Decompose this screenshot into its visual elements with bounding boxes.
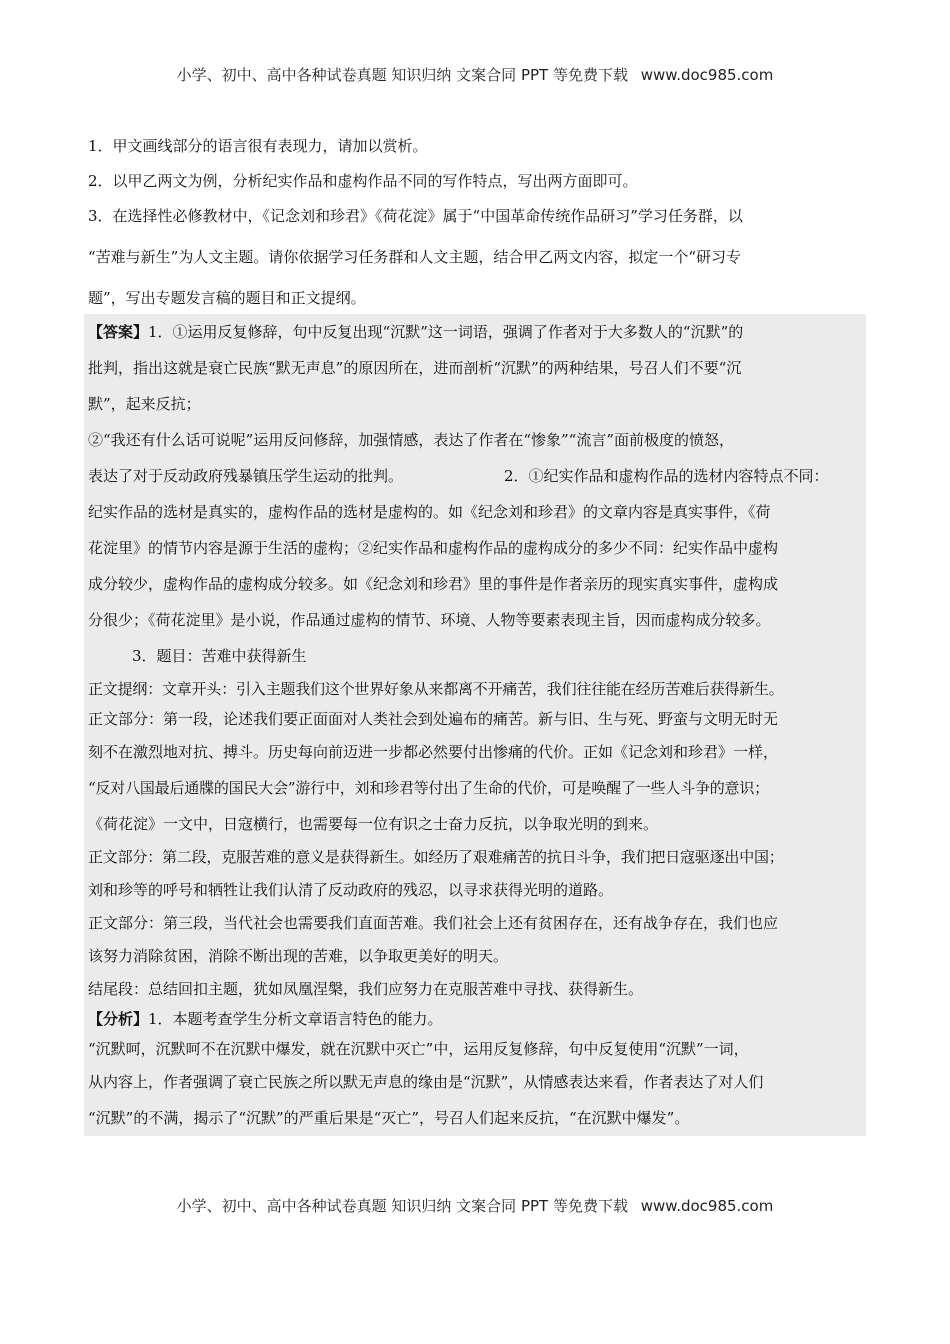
page-header [0,64,950,85]
analysis-head: 1．本题考查学生分析文章语言特色的能力。 [148,1010,443,1028]
question-3-line: “苦难与新生”为人文主题。请你依据学习任务群和人文主题，结合甲乙两文内容，拟定一个“研习专 [88,248,742,266]
footer-text: 小学、初中、高中各种试卷真题 知识归纳 文案合同 PPT 等免费下载 [176,1197,628,1215]
answer-1-line: 批判，指出这就是衰亡民族“默无声息”的原因所在，进而剖析“沉默”的两种结果，号召人们不要“沉 [88,359,742,377]
answer-line [88,314,864,350]
header-url-link[interactable]: www.doc985.com [640,66,774,84]
analysis-line: “沉默”的不满，揭示了“沉默”的严重后果是“灭亡”，号召人们起来反抗，“在沉默中爆发”。 [88,1109,690,1127]
question-3-line: 题”，写出专题发言稿的题目和正文提纲。 [88,289,366,307]
question-3-line: 3．在选择性必修教材中，《记念刘和珍君》《荷花淀》属于“中国革命传统作品研习”学习任务群，以 [88,207,743,225]
answer-section [84,314,866,1136]
answer-2-line: 纪实作品的选材是真实的，虚构作品的选材是虚构的。如《纪念刘和珍君》的文章内容是真实事件，《荷 [88,503,771,521]
answer-3-p3-line: 正文部分：第三段，当代社会也需要我们直面苦难。我们社会上还有贫困存在，还有战争存在，我们也应 [88,914,779,932]
page-footer [0,1195,950,1216]
question-1: 1．甲文画线部分的语言很有表现力，请加以赏析。 [88,137,428,155]
answer-2-line: 花淀里》的情节内容是源于生活的虚构；②纪实作品和虚构作品的虚构成分的多少不同：纪实作品中虚构 [88,539,779,557]
answer-1-tail: 表达了对于反动政府残暴镇压学生运动的批判。 [88,467,404,485]
answer-3-p1-line: 刻不在激烈地对抗、搏斗。历史每向前迈进一步都必然要付出惨痛的代价。正如《记念刘和珍君》一样， [88,743,779,761]
answer-2-line: 成分较少，虚构作品的虚构成分较多。如《纪念刘和珍君》里的事件是作者亲历的现实真实事件，虚构成 [88,575,779,593]
answer-tag: 【答案】 [88,323,149,341]
analysis-line: 从内容上，作者强调了衰亡民族之所以默无声息的缘由是“沉默”，从情感表达来看，作者表达了对人们 [88,1073,764,1091]
answer-3-title: 3．题目：苦难中获得新生 [132,647,307,665]
questions-section [88,134,864,321]
question-3 [88,204,864,310]
footer-url-link[interactable]: www.doc985.com [640,1197,774,1215]
answer-2-line: 分很少；《荷花淀里》是小说，作品通过虚构的情节、环境、人物等要素表现主旨，因而虚构成分较多。 [88,611,771,629]
question-2: 2．以甲乙两文为例，分析纪实作品和虚构作品不同的写作特点，写出两方面即可。 [88,172,638,190]
answer-3-outline: 正文提纲：文章开头：引入主题我们这个世界好象从来都离不开痛苦，我们往往能在经历苦难后获得新生。 [88,680,784,698]
analysis-line: “沉默呵，沉默呵不在沉默中爆发，就在沉默中灭亡”中，运用反复修辞，句中反复使用“沉默”一词， [88,1040,749,1058]
analysis-line [88,1004,864,1034]
answer-3-p1-line: 《荷花淀》一文中，日寇横行，也需要每一位有识之士奋力反抗，以争取光明的到来。 [88,815,659,833]
answer-3-p1-line: 正文部分：第一段，论述我们要正面面对人类社会到处遍布的痛苦。新与旧、生与死、野蛮与文明无时无 [88,710,779,728]
answer-3-p2-line: 刘和珍等的呼号和牺牲让我们认清了反动政府的残忍，以寻求获得光明的道路。 [88,881,614,899]
answer-line [88,458,864,494]
answer-1-line: 默”，起来反抗； [88,395,201,413]
answer-1-line: 1．①运用反复修辞，句中反复出现“沉默”这一词语，强调了作者对于大多数人的“沉默”的 [148,323,744,341]
answer-3-p1-line: “反对八国最后通牒的国民大会”游行中，刘和珍君等付出了生命的代价，可是唤醒了一些人斗争的意识； [88,779,769,797]
answer-3-p2-line: 正文部分：第二段，克服苦难的意义是获得新生。如经历了艰难痛苦的抗日斗争，我们把日寇驱逐出中国； [88,848,784,866]
header-text: 小学、初中、高中各种试卷真题 知识归纳 文案合同 PPT 等免费下载 [176,66,628,84]
answer-3-end: 结尾段：总结回扣主题，犹如凤凰涅槃，我们应努力在克服苦难中寻找、获得新生。 [88,980,644,998]
answer-2-head: 2．①纪实作品和虚构作品的选材内容特点不同： [504,467,829,485]
answer-3-p3-line: 该努力消除贫困，消除不断出现的苦难，以争取更美好的明天。 [88,947,509,965]
analysis-tag: 【分析】 [88,1010,149,1028]
answer-1-line: ②“我还有什么话可说呢”运用反问修辞，加强情感，表达了作者在“惨象”“流言”面前极度的愤怒， [88,431,735,449]
